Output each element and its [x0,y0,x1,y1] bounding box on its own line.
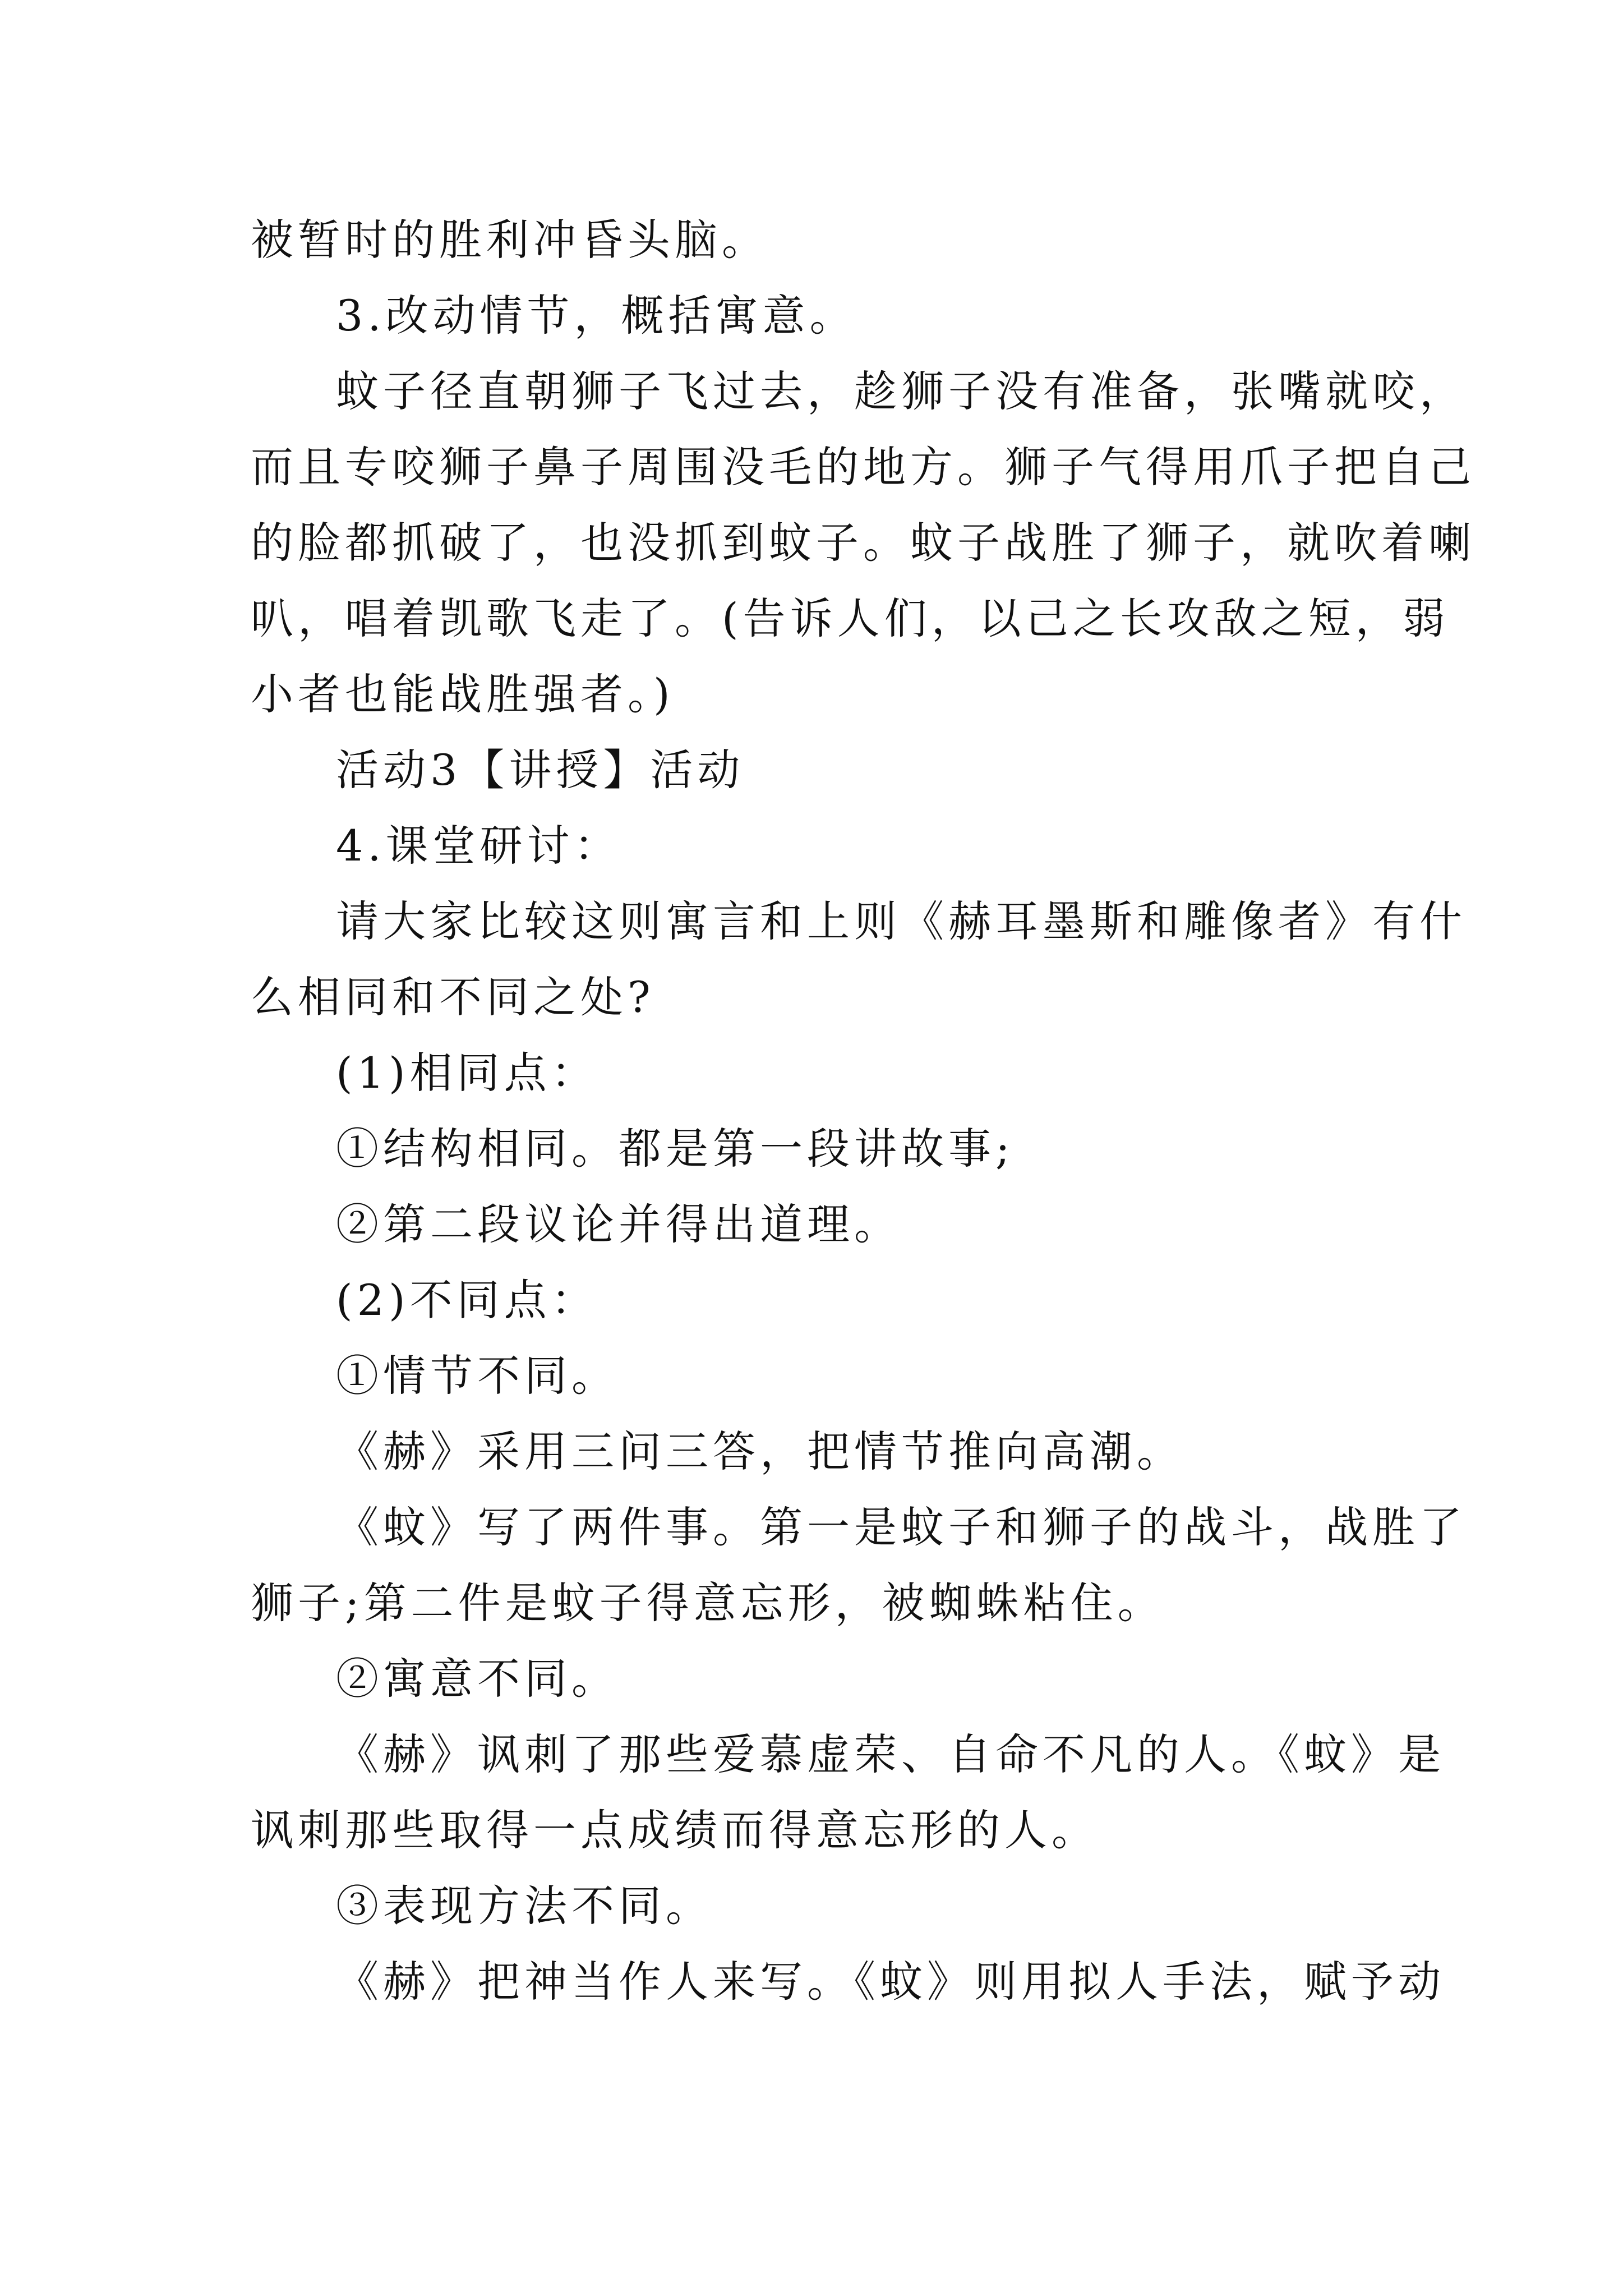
text-line: ①结构相同。都是第一段讲故事; [336,1124,1015,1174]
text-line: 被暂时的胜利冲昏头脑。 [251,215,769,265]
text-line: 4.课堂研讨： [336,821,621,871]
text-line: 叭，唱着凯歌飞走了。(告诉人们，以己之长攻敌之短，弱 [251,593,1450,643]
text-line: 而且专咬狮子鼻子周围没毛的地方。狮子气得用爪子把自己 [251,442,1476,492]
text-line: 么相同和不同之处? [251,972,655,1022]
text-line: 活动3【讲授】活动 [336,745,745,795]
text-line: 《蚊》写了两件事。第一是蚊子和狮子的战斗，战胜了 [336,1502,1467,1552]
document-body [251,202,1476,2019]
text-line: 请大家比较这则寓言和上则《赫耳墨斯和雕像者》有什 [336,896,1467,946]
text-line: ③表现方法不同。 [336,1881,713,1931]
text-line: 《赫》讽刺了那些爱慕虚荣、自命不凡的人。《蚊》是 [336,1729,1445,1779]
text-line: 小者也能战胜强者。) [251,669,675,719]
text-line: 蚊子径直朝狮子飞过去，趁狮子没有准备，张嘴就咬， [336,366,1467,416]
text-line: ②第二段议论并得出道理。 [336,1199,901,1249]
text-line: 《赫》采用三问三答，把情节推向高潮。 [336,1427,1184,1476]
text-line: ①情节不同。 [336,1351,619,1401]
text-line: 狮子;第二件是蚊子得意忘形，被蜘蛛粘住。 [251,1578,1165,1628]
text-line: (2)不同点： [336,1275,598,1325]
text-line: (1)相同点： [336,1048,598,1098]
text-line: ②寓意不同。 [336,1654,619,1704]
text-line: 《赫》把神当作人来写。《蚊》则用拟人手法，赋予动 [336,1957,1445,2007]
text-line: 3.改动情节，概括寓意。 [336,291,857,341]
text-line: 讽刺那些取得一点成绩而得意忘形的人。 [251,1805,1099,1855]
text-line: 的脸都抓破了，也没抓到蚊子。蚊子战胜了狮子，就吹着喇 [251,518,1476,568]
